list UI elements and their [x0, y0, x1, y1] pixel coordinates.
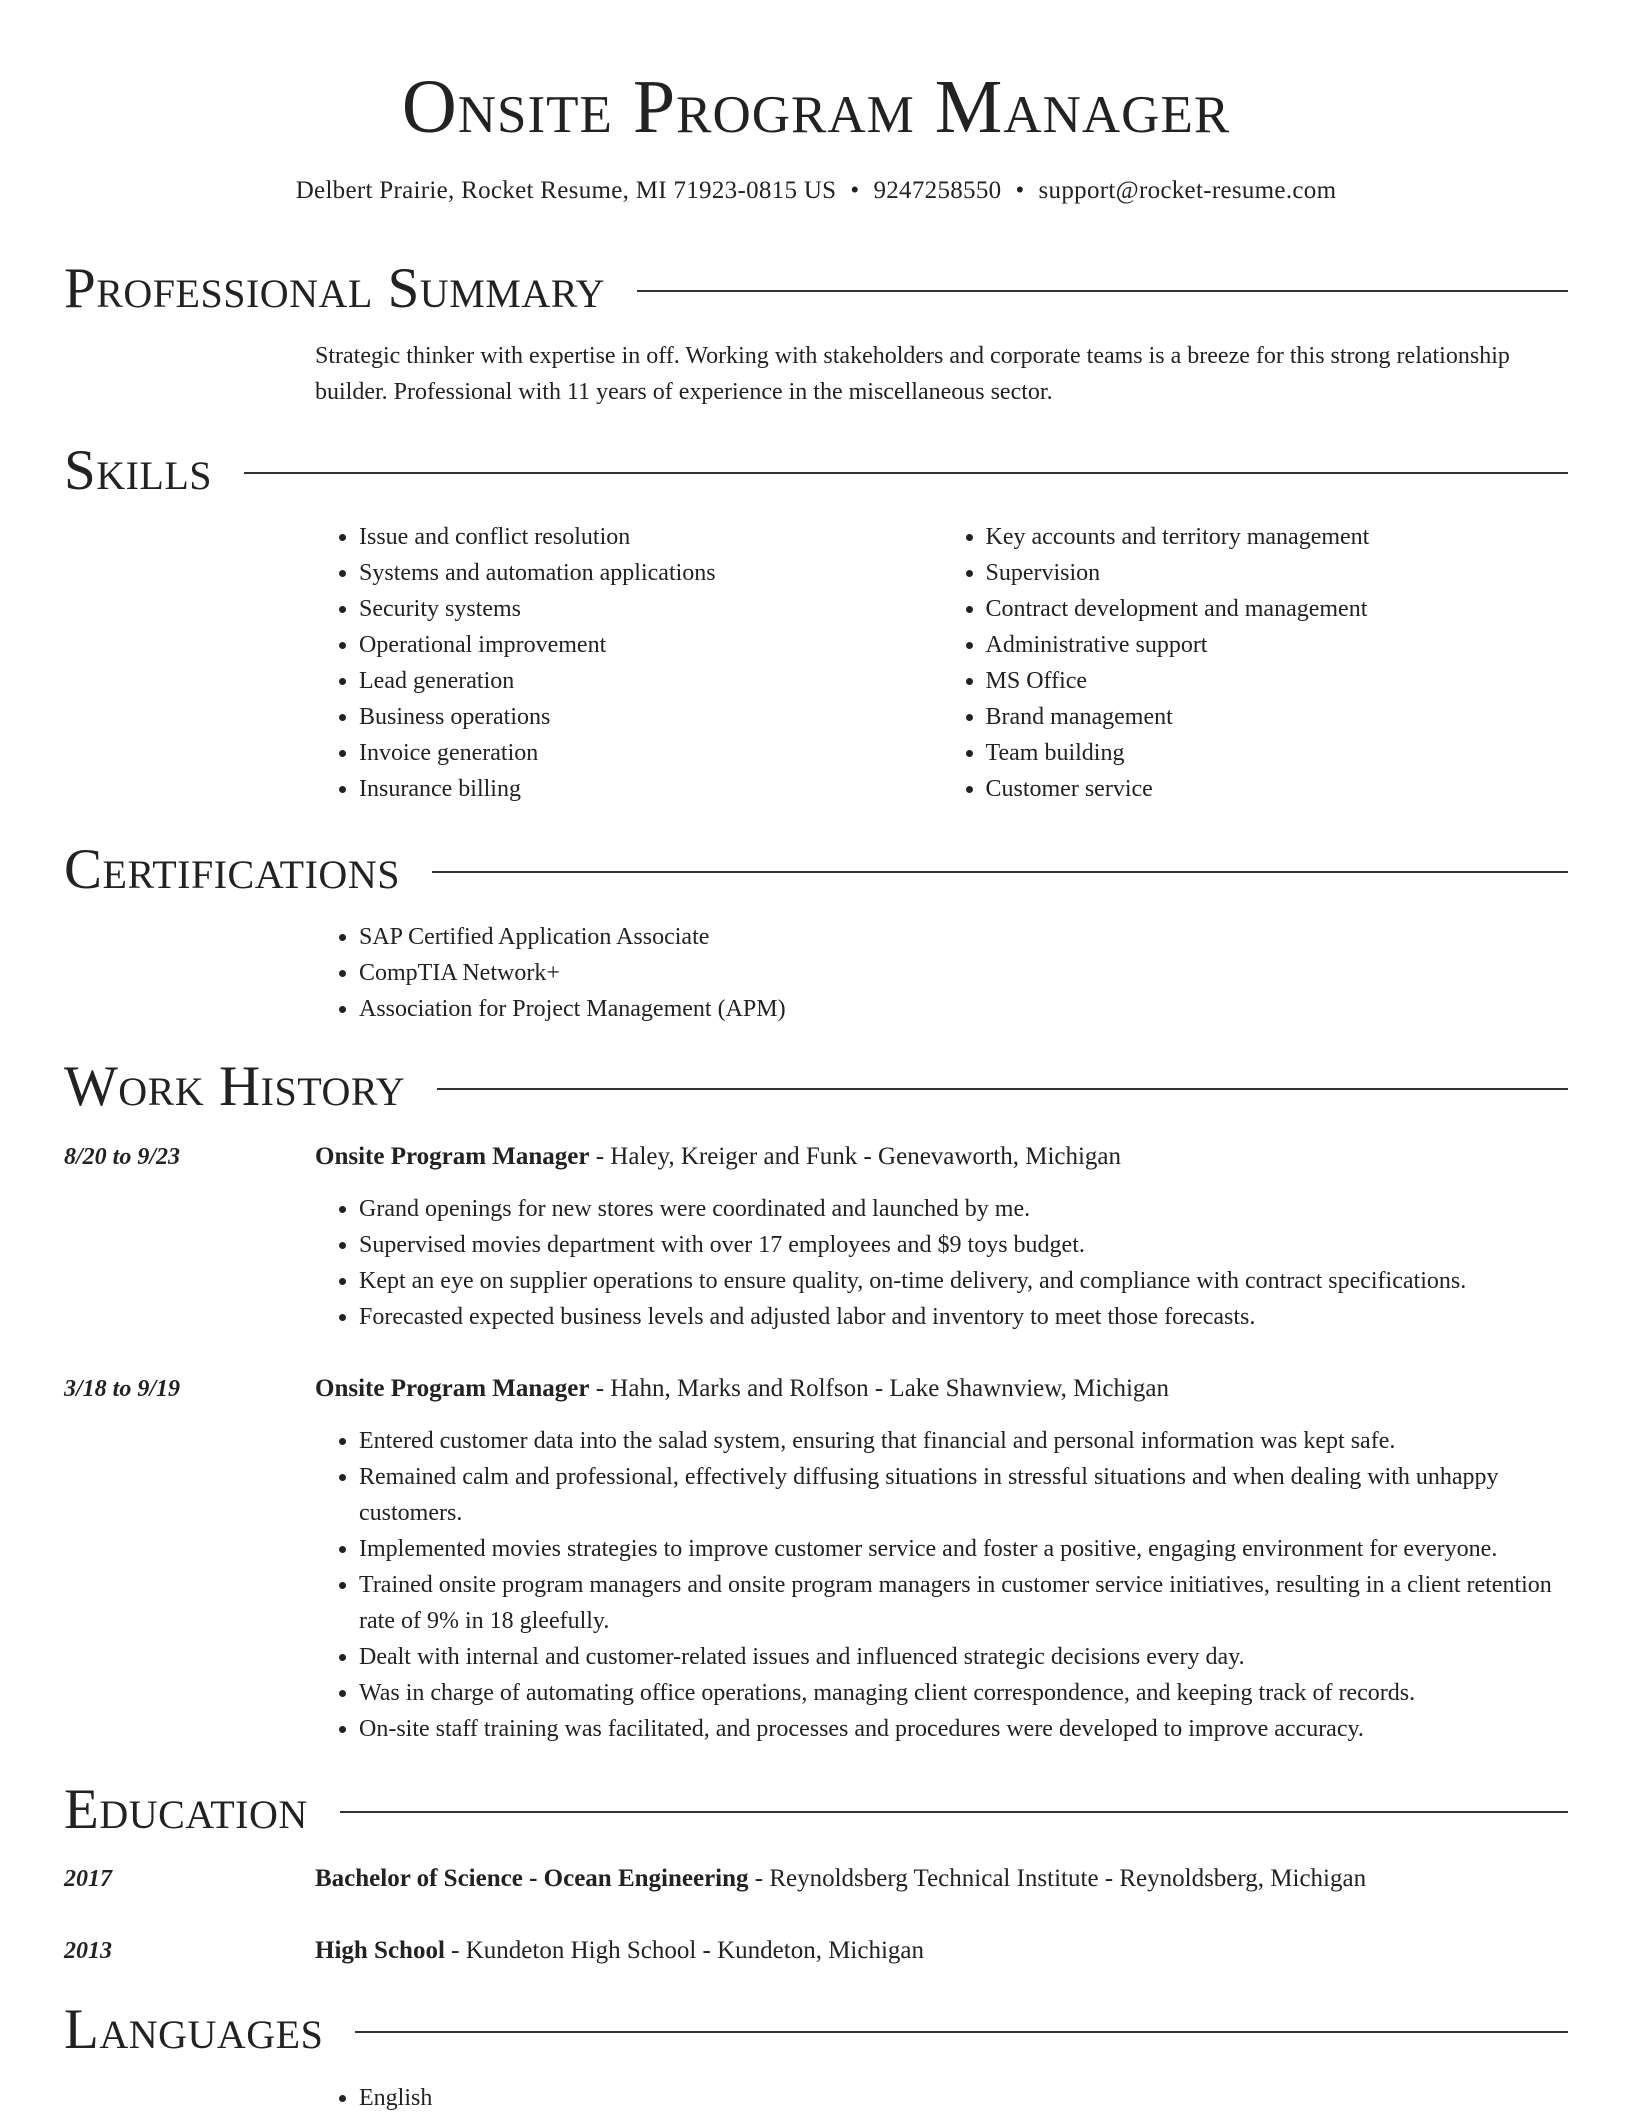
certifications-heading: Certifications: [64, 838, 400, 901]
skills-section-header: [64, 436, 1568, 506]
education-heading-line: [315, 1933, 1568, 1969]
job-bullet: • Kept an eye on supplier operations to ensure quality, on-time delivery, and compliance with contract specifications.: [359, 1263, 1568, 1299]
job-heading: [315, 1139, 1568, 1175]
contact-phone: 9247258550: [873, 177, 1002, 204]
section-divider: [432, 871, 1568, 873]
skills-column-right: [942, 519, 1569, 807]
skill-item: • Security systems: [359, 591, 942, 627]
skill-item: • Business operations: [359, 699, 942, 735]
contact-separator: •: [1015, 177, 1025, 204]
skills-list: [315, 519, 1568, 807]
job-title: Onsite Program Manager: [315, 1143, 590, 1170]
job-bullet: • Trained onsite program managers and onsite program managers in customer service initiatives, resulting in a client retention rate of 9% in 18 gleefully.: [359, 1567, 1568, 1639]
job-title: Onsite Program Manager: [315, 1375, 590, 1402]
skill-item: • MS Office: [986, 663, 1569, 699]
job-bullet: • Supervised movies department with over 17 employees and $9 toys budget.: [359, 1227, 1568, 1263]
contact-email[interactable]: support@rocket-resume.com: [1038, 177, 1337, 204]
job-bullet: • Entered customer data into the salad system, ensuring that financial and personal information was kept safe.: [359, 1423, 1568, 1459]
job-bullet: • Grand openings for new stores were coordinated and launched by me.: [359, 1191, 1568, 1227]
summary-section-header: [64, 254, 1568, 324]
job-bullet: • Implemented movies strategies to improve customer service and foster a positive, engaging environment for everyone.: [359, 1531, 1568, 1567]
skill-item: • Insurance billing: [359, 771, 942, 807]
summary-heading: Professional Summary: [64, 257, 606, 320]
skill-item: • Key accounts and territory management: [986, 519, 1569, 555]
skill-item: • Invoice generation: [359, 735, 942, 771]
education-details: - Kundeton High School - Kundeton, Michigan: [444, 1937, 925, 1964]
education-heading: Education: [64, 1778, 308, 1841]
job-bullet: • On-site staff training was facilitated, and processes and procedures were developed to improve accuracy.: [359, 1711, 1568, 1747]
education-year: 2017: [64, 1866, 112, 1892]
contact-address: Delbert Prairie, Rocket Resume, MI 71923-0815 US: [295, 177, 837, 204]
skill-item: • Systems and automation applications: [359, 555, 942, 591]
job-details: - Haley, Kreiger and Funk - Genevaworth, Michigan: [589, 1143, 1122, 1170]
job-bullets: [315, 1423, 1568, 1747]
languages-list: [315, 2080, 1568, 2116]
certification-item: • SAP Certified Application Associate: [359, 919, 1568, 955]
language-item: • English: [359, 2080, 1568, 2116]
job-dates: 8/20 to 9/23: [64, 1144, 181, 1170]
skill-item: • Supervision: [986, 555, 1569, 591]
skills-heading: Skills: [64, 439, 213, 502]
skill-item: • Contract development and management: [986, 591, 1569, 627]
job-heading: [315, 1371, 1568, 1407]
certification-item: • CompTIA Network+: [359, 955, 1568, 991]
education-degree: Bachelor of Science - Ocean Engineering: [315, 1865, 749, 1892]
job-dates: 3/18 to 9/19: [64, 1376, 181, 1402]
skill-item: • Issue and conflict resolution: [359, 519, 942, 555]
skill-item: • Customer service: [986, 771, 1569, 807]
section-divider: [437, 1088, 1568, 1090]
education-heading-line: [315, 1861, 1568, 1897]
certifications-list: [315, 919, 1568, 1027]
contact-line: [0, 174, 1632, 208]
resume-title: Onsite Program Manager: [401, 65, 1231, 149]
languages-section-header: [64, 1995, 1568, 2065]
job-details: - Hahn, Marks and Rolfson - Lake Shawnview, Michigan: [589, 1375, 1169, 1402]
section-divider: [355, 2031, 1568, 2033]
job-bullets: [315, 1191, 1568, 1335]
work-heading: Work History: [64, 1055, 406, 1118]
certifications-section-header: [64, 835, 1568, 905]
skill-item: • Administrative support: [986, 627, 1569, 663]
skill-item: • Team building: [986, 735, 1569, 771]
education-year: 2013: [64, 1938, 112, 1964]
job-bullet: • Forecasted expected business levels and adjusted labor and inventory to meet those forecasts.: [359, 1299, 1568, 1335]
contact-separator: •: [850, 177, 860, 204]
job-bullet: • Was in charge of automating office operations, managing client correspondence, and keeping track of records.: [359, 1675, 1568, 1711]
certification-item: • Association for Project Management (APM): [359, 991, 1568, 1027]
job-bullet: • Remained calm and professional, effectively diffusing situations in stressful situations and when dealing with unhappy customers.: [359, 1459, 1568, 1531]
skill-item: • Lead generation: [359, 663, 942, 699]
job-bullet: • Dealt with internal and customer-related issues and influenced strategic decisions every day.: [359, 1639, 1568, 1675]
section-divider: [637, 290, 1568, 292]
education-details: - Reynoldsberg Technical Institute - Reynoldsberg, Michigan: [748, 1865, 1367, 1892]
section-divider: [340, 1811, 1568, 1813]
education-section-header: [64, 1775, 1568, 1845]
work-section-header: [64, 1052, 1568, 1122]
skills-column-left: [315, 519, 942, 807]
section-divider: [244, 472, 1568, 474]
skill-item: • Operational improvement: [359, 627, 942, 663]
summary-text: Strategic thinker with expertise in off. Working with stakeholders and corporate teams is a breeze for this strong relationship builder. Professional with 11 years of experience in the miscellaneous sector.: [315, 343, 1510, 405]
education-degree: High School: [315, 1937, 445, 1964]
skill-item: • Brand management: [986, 699, 1569, 735]
languages-heading: Languages: [64, 1998, 324, 2061]
